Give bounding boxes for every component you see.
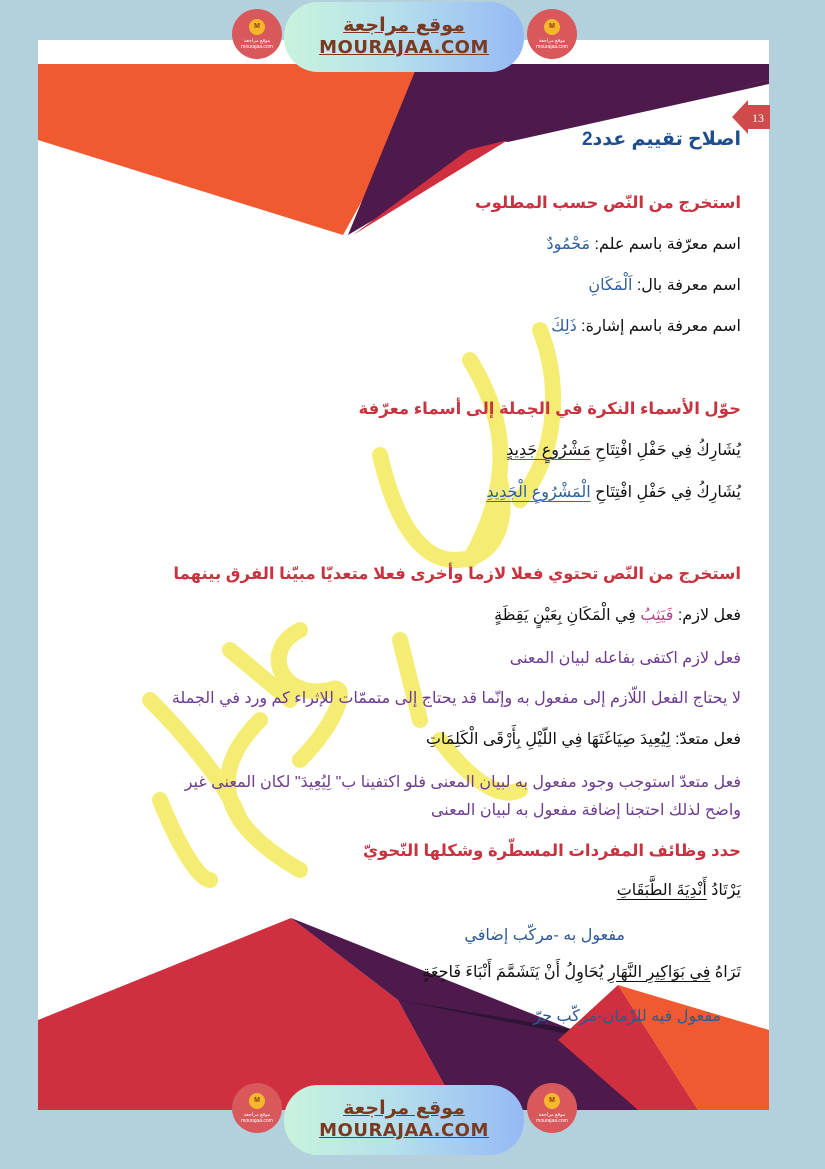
banner-arabic: موقع مراجعة: [343, 14, 465, 36]
sentence: لِيُعِيدَ صِيَاغَتَهَا فِي اللّيْلِ بِأَرْقَى الْكَلِمَاتِ: [425, 731, 671, 748]
banner-latin: MOURAJAA.COM: [319, 37, 489, 58]
logo-icon: M: [544, 19, 560, 35]
transitive-note-line2: واضح لذلك احتجنا إضافة مفعول به لبيان المعنى: [430, 802, 741, 819]
badge-caption: موقع مراجعة mourajaa.com: [241, 37, 273, 50]
item-value: اَلْمَكَانِ: [588, 277, 633, 294]
site-banner-bottom[interactable]: [284, 1085, 524, 1155]
sentence-prefix: يُشَارِكُ فِي حَفْلِ افْتِتَاحِ: [595, 484, 741, 501]
item-label: اسم معرفة باسم إشارة:: [581, 318, 741, 335]
function-example-1: [617, 880, 741, 900]
site-banner-top[interactable]: [284, 2, 524, 72]
item-value: ذَلِكَ: [551, 318, 577, 335]
prefix: يَرْتَادُ: [711, 882, 741, 899]
section-heading-convert: حوّل الأسماء النكرة في الجملة إلى أسماء معرّفة: [358, 400, 741, 418]
function-answer-1: مفعول به -مركّب إضافي: [464, 927, 625, 944]
underlined-phrase: مَشْرُوعٍ جَدِيدٍ: [506, 442, 591, 459]
section-heading-extract: استخرج من النّص حسب المطلوب: [475, 194, 741, 212]
underlined-phrase: فِي بَوَاكِيرِ النَّهَارِ: [608, 964, 711, 981]
site-badge-right-bottom: [527, 1083, 577, 1133]
transitive-note-line1: فعل متعدّ استوجب وجود مفعول به لبيان المعنى فلو اكتفينا ب" لِيُعِيدَ" لكان المعنى غير: [184, 774, 741, 791]
answer-item-proper-noun: [547, 234, 742, 254]
rest: يُحَاوِلُ أَنْ يَتَشَمَّمَ أَنْبَاءَ فَاجِعَةٍ: [422, 964, 604, 981]
label: فعل لازم:: [677, 607, 741, 624]
site-badge-left: [232, 9, 282, 59]
item-label: اسم معرفة بال:: [636, 277, 741, 294]
banner-arabic: موقع مراجعة: [343, 1097, 465, 1119]
answer-item-demonstrative: [551, 316, 741, 336]
section-heading-functions: حدد وظائف المفردات المسطّرة وشكلها النّحويّ: [362, 842, 741, 860]
underlined-phrase: الْمَشْرُوعِ الْجَدِيدِ: [486, 484, 591, 501]
answer-item-al-noun: [588, 275, 741, 295]
verb: فَيَثِبُ: [640, 607, 674, 624]
badge-caption: موقع مراجعة mourajaa.com: [536, 1111, 568, 1124]
item-label: اسم معرّفة باسم علم:: [594, 236, 741, 253]
label: فعل متعدّ:: [675, 731, 741, 748]
sentence-prefix: يُشَارِكُ فِي حَفْلِ افْتِتَاحِ: [595, 442, 741, 459]
item-value: مَحْمُودٌ: [546, 236, 591, 253]
logo-icon: M: [249, 1093, 265, 1109]
banner-latin: MOURAJAA.COM: [319, 1120, 489, 1141]
intransitive-explanation: لا يحتاج الفعل اللّازم إلى مفعول به وإنّما قد يحتاج إلى متممّات للإثراء كم ورد في الجملة: [171, 690, 741, 707]
sentence-indefinite: [506, 440, 741, 460]
function-answer-2: مفعول فيه للزّمان-مركّب جرّ: [533, 1008, 721, 1025]
site-badge-right: [527, 9, 577, 59]
underlined-phrase: أَنْدِيَةَ الطَّبَقَاتِ: [616, 882, 707, 899]
page-title: اصلاح تقييم عدد2: [581, 129, 741, 150]
section-heading-verbs: استخرج من النّص تحتوي فعلا لازما وأخرى فعلا متعديّا مبيّنا الفرق بينهما: [173, 565, 741, 583]
logo-icon: M: [249, 19, 265, 35]
transitive-example: [426, 729, 741, 749]
sentence-definite: [486, 482, 741, 502]
intransitive-note: فعل لازم اكتفى بفاعله لبيان المعنى: [509, 650, 741, 667]
page-number: 13: [752, 111, 764, 125]
logo-icon: M: [544, 1093, 560, 1109]
prefix: تَرَاهُ: [714, 964, 741, 981]
badge-caption: موقع مراجعة mourajaa.com: [536, 37, 568, 50]
intransitive-example: [494, 605, 741, 625]
badge-caption: موقع مراجعة mourajaa.com: [241, 1111, 273, 1124]
rest: فِي الْمَكَانِ بِعَيْنٍ يَقِظَةٍ: [494, 607, 636, 624]
function-example-2: [422, 962, 741, 982]
site-badge-left-bottom: [232, 1083, 282, 1133]
page-number-arrow: [732, 100, 770, 134]
